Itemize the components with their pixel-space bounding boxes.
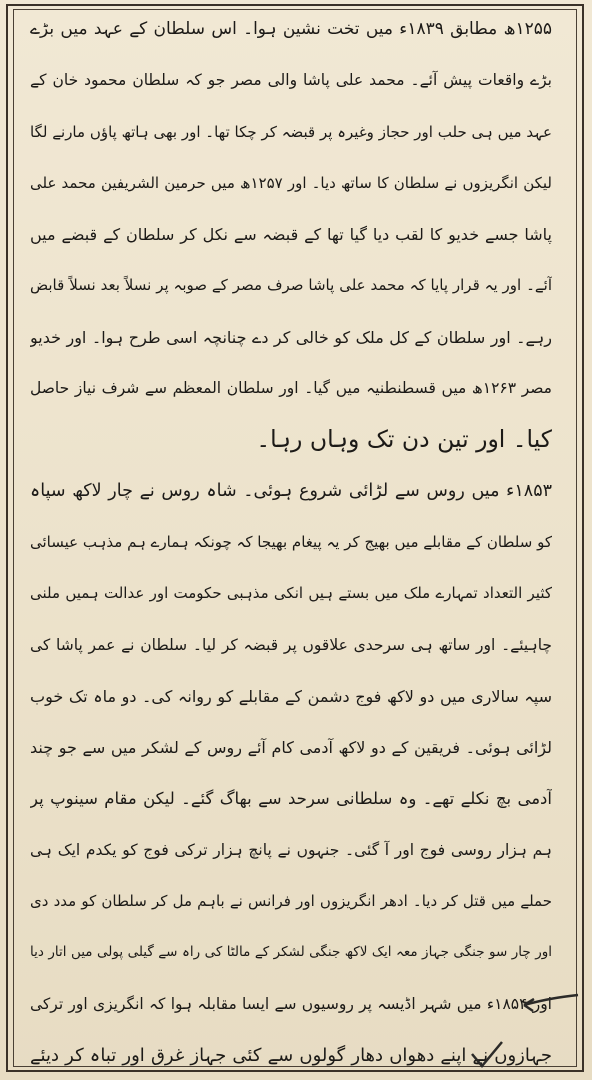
text-line: چاہیئے۔ اور ساتھ ہی سرحدی علاقوں پر قبضہ کر لیا۔ سلطان نے عمر پاشا کی bbox=[30, 635, 552, 654]
text-line: مصر ۱۲۶۳ھ میں قسطنطنیہ میں گیا۔ اور سلطان المعظم سے شرف نیاز حاصل bbox=[30, 379, 552, 398]
text-line: لڑائی ہوئی۔ فریقین کے دو لاکھ آدمی کام آئے روس کے لشکر میں سے جو چند bbox=[30, 738, 552, 758]
text-line: جہازوں نے اپنے دھواں دھار گولوں سے کئی جہاز غرق اور تباہ کر دیئے bbox=[30, 1044, 552, 1066]
text-line: پاشا جسے خدیو کا لقب دیا گیا تھا کے قبضہ سے نکل کر سلطان کے قبضے میں bbox=[30, 225, 552, 245]
text-line: حملے میں قتل کر دیا۔ ادھر انگریزوں اور فرانس نے باہم مل کر سلطان کو مدد دی bbox=[30, 892, 552, 911]
urdu-text-block bbox=[30, 4, 552, 1080]
text-line: اور چار سو جنگی جہاز معہ ایک لاکھ جنگی لشکر کے مالٹا کی راہ سے گیلی پولی میں اتار دیا bbox=[30, 944, 552, 961]
pen-arrow-mark bbox=[516, 975, 586, 1035]
text-line: ۱۸۵۳ء میں روس سے لڑائی شروع ہوئی۔ شاہ روس نے چار لاکھ سپاہ bbox=[30, 480, 552, 501]
text-line: ہم ہزار روسی فوج اور آ گئی۔ جنہوں نے پانچ ہزار ترکی فوج کو یکدم ایک ہی bbox=[30, 840, 552, 859]
text-line: آئے۔ اور یہ قرار پایا کہ محمد علی پاشا صرف مصر کے صوبہ پر نسلاً بعد نسلاً قابض bbox=[30, 276, 552, 295]
text-line: کیا۔ اور تین دن تک وہاں رہا۔ bbox=[256, 425, 552, 454]
text-line: عہد میں ہی حلب اور حجاز وغیرہ پر قبضہ کر چکا تھا۔ اور بھی ہاتھ پاؤں مارنے لگا bbox=[30, 122, 552, 141]
text-line: سپہ سالاری میں دو لاکھ فوج دشمن کے مقابلے کو روانہ کی۔ دو ماہ تک خوب bbox=[30, 686, 552, 706]
text-line: رہے۔ اور سلطان کے کل ملک کو خالی کر دے چنانچہ اسی طرح ہوا۔ اور خدیو bbox=[30, 327, 552, 347]
text-line: کو سلطان کے مقابلے میں بھیج کر یہ پیغام بھیجا کہ چونکہ ہمارے ہم مذہب عیسائی bbox=[30, 532, 552, 551]
pen-check-mark bbox=[468, 1036, 508, 1076]
text-line: آدمی بچ نکلے تھے۔ وہ سلطانی سرحد سے بھاگ گئے۔ لیکن مقام سینوپ پر bbox=[30, 789, 552, 809]
text-line: کثیر التعداد تمہارے ملک میں بستے ہیں انکی مذہبی حکومت اور عدالت ہمیں ملنی bbox=[30, 584, 552, 603]
text-line: بڑے واقعات پیش آئے۔ محمد علی پاشا والی مصر جو کہ سلطان محمود خان کے bbox=[30, 71, 552, 90]
text-line: لیکن انگریزوں نے سلطان کا ساتھ دیا۔ اور ۱۲۵۷ھ میں حرمین الشریفین محمد علی bbox=[30, 173, 552, 192]
text-line: ۱۲۵۵ھ مطابق ۱۸۳۹ء میں تخت نشین ہوا۔ اس سلطان کے عہد میں بڑے bbox=[30, 19, 552, 39]
text-line: اور ۱۸۵۴ء میں شہر اڈیسہ پر روسیوں سے ایسا مقابلہ ہوا کہ انگریزی اور ترکی bbox=[30, 994, 552, 1013]
